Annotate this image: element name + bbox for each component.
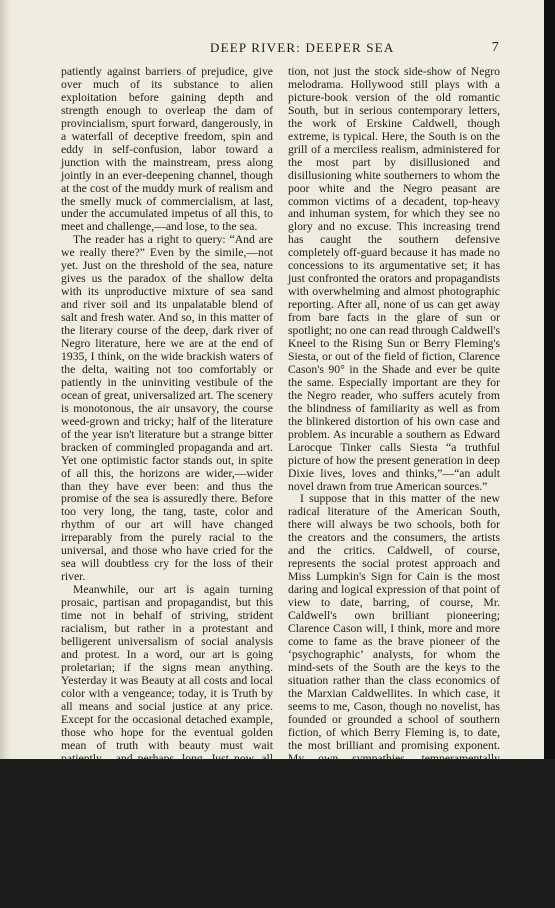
paragraph: I suppose that in this matter of the new radical literature of the American South, there will always be two schools, both for the creators and the consumers, the artists and the critics. Caldwell, of course, represents the social protest approach and Miss Lumpkin's Sign for Cain is the most daring and logical expression of that point of view to date, barring, of course, Mr. Caldwell's own brilliant pioneering; Clarence Cason will, I think, more and more come to fame as the brave pioneer of the ‘psychographic’ analysts, for whom the mind-sets of the South are the keys to the situation rather than the class economics of the Marxian Caldwellites. In which case, it seems to me, Cason, though no novelist, has founded or grounded a school of southern fiction, of which Berry Fleming is, to date, the most brilliant and promising exponent. My own sympathies, temperamentally determined no doubt, are with the psycho-analysts; but I grant the power, integrity and increasing vogue of the Marxians. What is of greater importance than this issue of approach and technique is the overwhelming agreement of both schools on the evidence of fact. They corroborate each other on the facts of the case startlingly; and together they raise up a new plateau both for the artistic and the social understanding of the South and: [288, 492, 501, 907]
page-number: 7: [491, 40, 500, 55]
right-column: [288, 66, 500, 908]
paragraph: The reader has a right to query: “And are we really there?” Even by the simile,—not yet. Just on the threshold of the sea, nature gives us the paradox of the shallow delta with its unproductive mixture of sea sand and river soil and its unpalatable blend of salt and fresh water. And so, in this matter of the literary course of the deep, dark river of Negro literature, here we are at the end of 1935, I think, on the wide brackish waters of the delta, waiting not too comfortably or patiently in the uninviting vestibule of the ocean of great, universalized art. The scenery is monotonous, the air unsavory, the course weed-grown and tricky; half of the literature of the year isn't literature but a strange bitter bracken of commingled propaganda and art. Yet one optimistic factor stands out, in spite of all this, the horizons are wider,—wider than they have ever been: and thus the promise of the sea is assuredly there. Before too very long, the tang, taste, color and rhythm of our art will have changed irreparably from the purely racial to the universal, and those who have cried for the sea will doubtless cry for the loss of their river.: [61, 233, 274, 584]
running-header: [50, 40, 500, 56]
paragraph: Meanwhile, our art is again turning prosaic, partisan and propagandist, but this time not in behalf of striving, strident racialism, but rather in a protestant and belligerent universalism of social analysis and protest. In a word, our art is going proletarian; if the signs mean anything. Yesterday it was Beauty at all costs and local color with a vengeance; today, it is Truth by all means and social justice at any price. Except for the occasional detached example, those who hope for the eventual golden mean of truth with beauty must wait patiently,—and perhaps, long. Just now, all the slime and hidden secrets of the river are shouldered up on the hard, gritty sand bars and relentlessly exposed to view. Almost overnight, in the fiction and drama of Negro life, generation-old taboos have been completely broken down; in a dozen steely mirrors, miscegenation shows not its intriguing profile but its tragic full face and economic exploitation and social injustice their central tragedy of common guilt and imminent retribu-: [61, 583, 273, 907]
running-title: DEEP RIVER: DEEPER SEA: [210, 40, 395, 55]
page-gutter: [0, 0, 12, 759]
left-column: [61, 66, 273, 908]
paragraph: patiently against barriers of prejudice, give over much of its substance to alien exploitation before gaining depth and strength enough to overleap the dam of provincialism, spurt forward, dangerously, in a waterfall of deceptive freedom, spin and eddy in self-confusion, labor toward a junction with the mainstream, press along jointly in an ever-deepening channel, though at the cost of the muddy murk of realism and the smelly muck of commercialism, at last, under the accumulated impetus of all this, to meet and challenge,—and lose, to the sea.: [61, 65, 273, 234]
scan-border: [544, 0, 555, 759]
paragraph: tion, not just the stock side-show of Negro melodrama. Hollywood still plays with a picture-book version of the old romantic South, but in serious contemporary letters, the work of Erskine Caldwell, though extreme, is typical. Here, the South is on the grill of a merciless realism, administered for the most part by disillusioned and disillusioning white southerners to whom the poor white and the Negro peasant are common victims of a decadent, top-heavy and inhuman system, for which they see no glory and no excuse. This increasing trend has caught the southern defensive completely off-guard because it has made no concessions to its argumentative set; it has just confronted the orators and propagandists with overwhelming and almost photographic reporting. After all, none of us can get away from bare facts in the glare of sun or spotlight; no one can read through Caldwell's Kneel to the Rising Sun or Berry Fleming's Siesta, or out of the field of fiction, Clarence Cason's 90° in the Shade and ever be quite the same. Especially important are they for the Negro reader, who suffers acutely from the blindness of familiarity as well as from the blinkered distortion of his own case and problem. As incurable a southern as Edward Larocque Tinker calls Siesta “a truthful picture of how the present generation in deep Dixie lives, loves and thinks,”—“an adult novel drawn from true American sources.”: [288, 65, 500, 493]
